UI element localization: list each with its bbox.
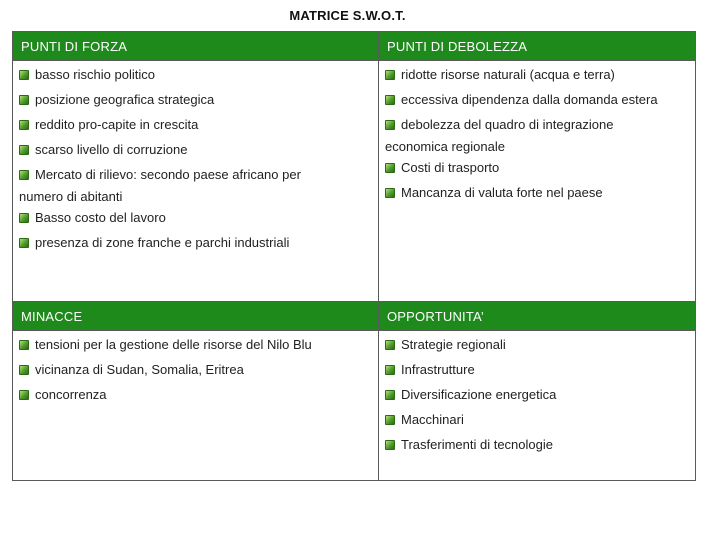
checkbox-bullet-icon [19,365,29,375]
list-item: posizione geografica strategica [19,92,378,108]
threats-header: MINACCE [13,302,379,331]
list-item: presenza di zone franche e parchi industriali [19,235,378,251]
threats-cell [13,331,379,481]
opportunities-header: OPPORTUNITA’ [379,302,696,331]
list-item: eccessiva dipendenza dalla domanda estera [385,92,695,108]
weaknesses-header: PUNTI DI DEBOLEZZA [379,32,696,61]
list-item: tensioni per la gestione delle risorse del Nilo Blu [19,337,378,353]
list-item: Infrastrutture [385,362,695,378]
strengths-header: PUNTI DI FORZA [13,32,379,61]
list-item: ridotte risorse naturali (acqua e terra) [385,67,695,83]
checkbox-bullet-icon [19,145,29,155]
checkbox-bullet-icon [19,238,29,248]
list-item: scarso livello di corruzione [19,142,378,158]
swot-matrix [12,31,696,481]
checkbox-bullet-icon [385,340,395,350]
checkbox-bullet-icon [19,170,29,180]
list-item: Mercato di rilievo: secondo paese africano per numero di abitanti [19,167,301,204]
list-item: Trasferimenti di tecnologie [385,437,695,453]
list-item: Mancanza di valuta forte nel paese [385,185,695,201]
checkbox-bullet-icon [385,163,395,173]
opportunities-cell [379,331,696,481]
list-item: debolezza del quadro di integrazione economica regionale [385,117,614,154]
checkbox-bullet-icon [385,188,395,198]
list-item: Macchinari [385,412,695,428]
checkbox-bullet-icon [19,120,29,130]
checkbox-bullet-icon [19,390,29,400]
list-item: basso rischio politico [19,67,378,83]
checkbox-bullet-icon [19,70,29,80]
list-item: Costi di trasporto [385,160,695,176]
checkbox-bullet-icon [385,365,395,375]
strengths-cell [13,61,379,302]
list-item: Basso costo del lavoro [19,210,378,226]
checkbox-bullet-icon [385,390,395,400]
page-title: MATRICE S.W.O.T. [289,8,406,23]
weaknesses-cell [379,61,696,302]
list-item: Diversificazione energetica [385,387,695,403]
checkbox-bullet-icon [385,440,395,450]
checkbox-bullet-icon [19,340,29,350]
checkbox-bullet-icon [385,95,395,105]
checkbox-bullet-icon [19,213,29,223]
checkbox-bullet-icon [19,95,29,105]
checkbox-bullet-icon [385,415,395,425]
checkbox-bullet-icon [385,120,395,130]
checkbox-bullet-icon [385,70,395,80]
list-item: reddito pro-capite in crescita [19,117,378,133]
list-item: concorrenza [19,387,378,403]
list-item: Strategie regionali [385,337,695,353]
list-item: vicinanza di Sudan, Somalia, Eritrea [19,362,378,378]
